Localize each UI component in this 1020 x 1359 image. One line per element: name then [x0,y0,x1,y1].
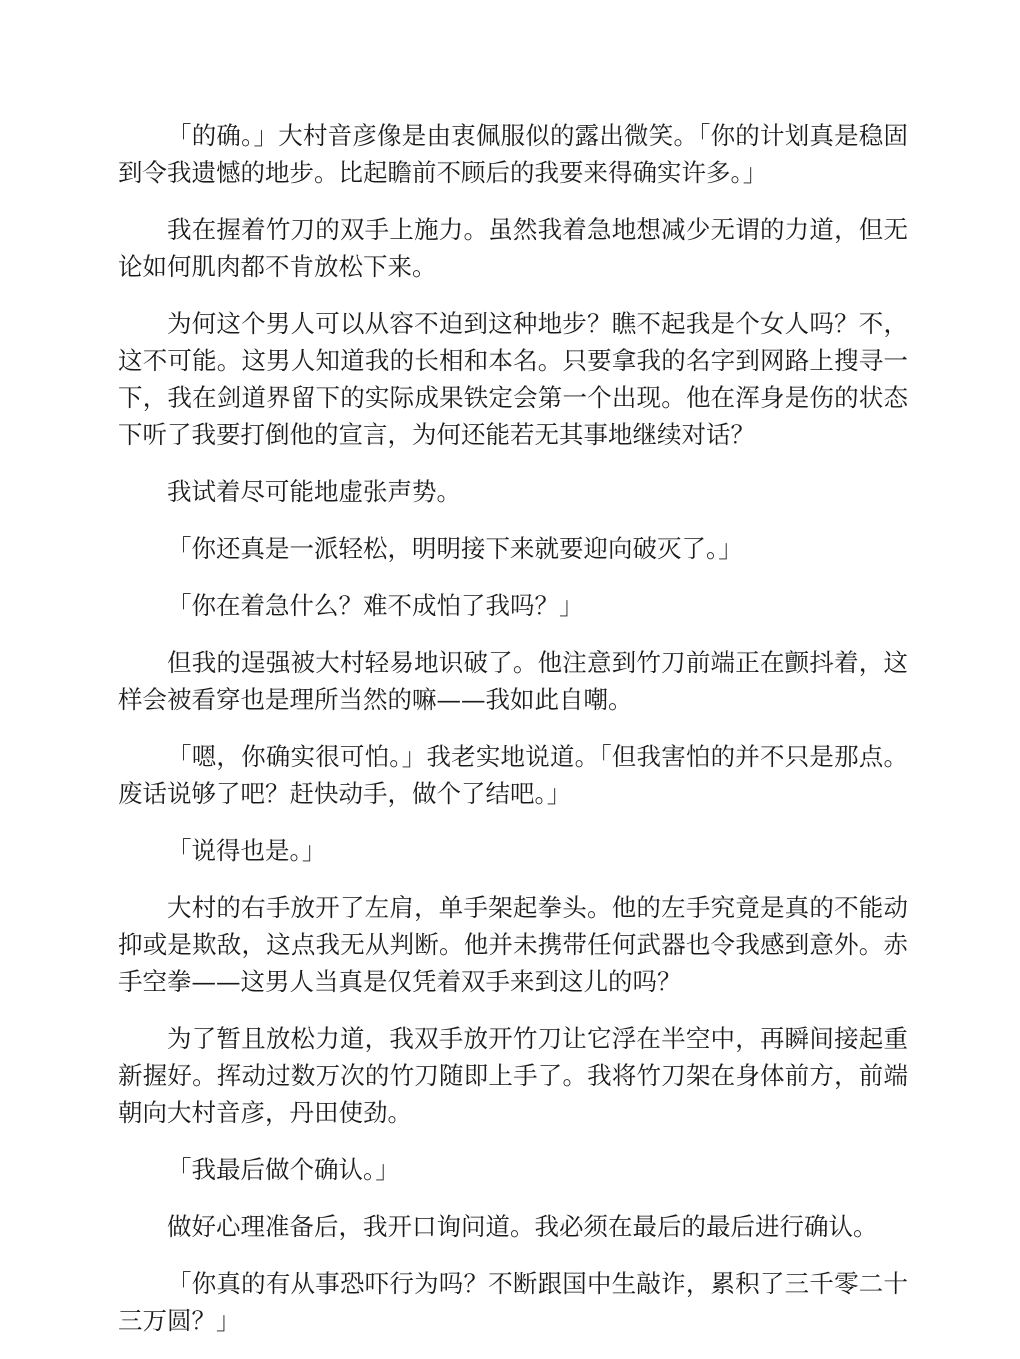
paragraph: 「你还真是一派轻松，明明接下来就要迎向破灭了。」 [167,534,743,563]
paragraph: 为何这个男人可以从容不迫到这种地步？瞧不起我是个女人吗？不，这不可能。这男人知道我的长相和本名。只要拿我的名字到网路上搜寻一下，我在剑道界留下的实际成果铁定会第一个出现。他在浑身是伤的状态下听了我要打倒他的宣言，为何还能若无其事地继续对话？ [118,309,908,449]
paragraph: 「你在着急什么？难不成怕了我吗？」 [167,591,584,620]
paragraph: 我试着尽可能地虚张声势。 [167,477,461,506]
paragraph: 我在握着竹刀的双手上施力。虽然我着急地想减少无谓的力道，但无论如何肌肉都不肯放松下来。 [118,215,908,281]
paragraph: 但我的逞强被大村轻易地识破了。他注意到竹刀前端正在颤抖着，这样会被看穿也是理所当然的嘛——我如此自嘲。 [118,648,908,714]
paragraph: 为了暂且放松力道，我双手放开竹刀让它浮在半空中，再瞬间接起重新握好。挥动过数万次的竹刀随即上手了。我将竹刀架在身体前方，前端朝向大村音彦，丹田使劲。 [118,1024,908,1127]
paragraph: 「的确。」大村音彦像是由衷佩服似的露出微笑。「你的计划真是稳固到令我遗憾的地步。比起瞻前不顾后的我要来得确实许多。」 [118,121,908,187]
paragraph: 「嗯，你确实很可怕。」我老实地说道。「但我害怕的并不只是那点。废话说够了吧？赶快动手，做个了结吧。」 [118,742,908,808]
document-body [118,117,908,1359]
paragraph: 做好心理准备后，我开口询问道。我必须在最后的最后进行确认。 [167,1212,878,1241]
paragraph: 「我最后做个确认。」 [167,1155,400,1184]
paragraph: 「你真的有从事恐吓行为吗？不断跟国中生敲诈，累积了三千零二十三万圆？」 [118,1269,908,1335]
paragraph: 「说得也是。」 [167,836,327,865]
paragraph: 大村的右手放开了左肩，单手架起拳头。他的左手究竟是真的不能动抑或是欺敌，这点我无从判断。他并未携带任何武器也令我感到意外。赤手空拳——这男人当真是仅凭着双手来到这儿的吗？ [118,893,908,996]
